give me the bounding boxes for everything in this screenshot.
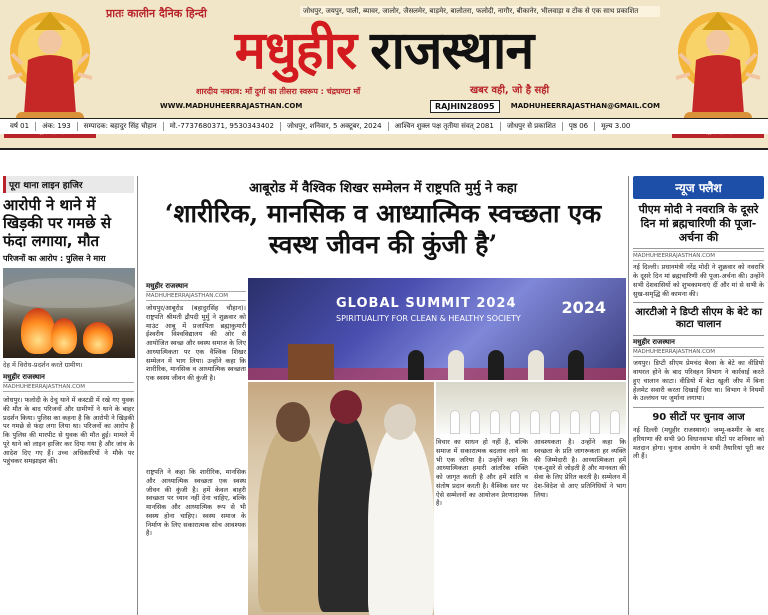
info-issue: अंक: 193 xyxy=(36,122,78,131)
info-pages: पृष्ठ 06 xyxy=(563,122,595,131)
registration-number: RAJHIN28095 xyxy=(430,100,500,113)
masthead-contact-row xyxy=(160,100,660,114)
left-article-body: जोधपुर। फलोदी के देचु थाने में कस्टडी में रखे गए युवक की मौत के बाद परिजनों और ग्रामीणों ने थाने के बाहर प्रदर्शन किया। पुलिस का कहना है कि आरोपी ने खिड़की पर गमछे से फंदा लगा लिया था। परिजनों का आरोप है कि पुलिस की मारपीट से युवक की मौत हुई। मामले में पूरे थाने को लाइन हाजिर कर दिया गया है और जांच के आदेश दिए गए हैं। उच्च अधिकारियों ने मौके पर पहुंचकर समझाइश की। xyxy=(3,396,134,466)
global-summit-photo xyxy=(248,278,626,380)
photo-caption: देह में विरोध-प्रदर्शन करते ग्रामीण। xyxy=(3,361,83,369)
byline-site: MADHUHEERRAJASTHAN.COM xyxy=(3,382,134,392)
byline-name: मधुहीर राजस्थान xyxy=(3,373,45,381)
main-headline[interactable]: ‘शारीरिक, मानसिक व आध्यात्मिक स्वच्छता एक स्वस्थ जीवन की कुंजी है’ xyxy=(164,199,602,260)
info-editor: सम्पादक: बहादुर सिंह चौहान xyxy=(78,122,164,131)
info-published: जोधपुर से प्रकाशित xyxy=(501,122,563,131)
main-article-col1 xyxy=(146,282,246,383)
left-headline[interactable]: आरोपी ने थाने में खिड़की पर गमछे से फंदा लगाया, मौत xyxy=(3,196,111,250)
email-link[interactable]: MADHUHEERRAJASTHAN@GMAIL.COM xyxy=(510,102,660,110)
election-headline[interactable]: 90 सीटों पर चुनाव आज xyxy=(652,412,745,424)
pm-modi-headline[interactable]: पीएम मोदी ने नवरात्रि के दूसरे दिन मां ब्रह्मचारिणी की पूजा-अर्चना की xyxy=(638,203,759,244)
masthead-subtitle: शारदीय नवरात्र: माँ दुर्गा का तीसरा स्वरूप : चंद्रघण्टा माँ xyxy=(196,87,361,96)
left-column xyxy=(0,176,138,615)
masthead-cities: जोधपुर, जयपुर, पाली, ब्यावर, जालोर, जैसलमेर, बाड़मेर, बालोतरा, फलोदी, नागौर, बीकानेर, भीलवाड़ा व टोंक से एक साथ प्रकाशित xyxy=(300,6,660,17)
audience-photo xyxy=(436,382,626,434)
title-part-red: मधुहीर xyxy=(234,20,357,81)
summit-banner-year: 2024 xyxy=(561,298,606,317)
rto-headline[interactable]: आरटीओ ने डिप्टी सीएम के बेटे का काटा चालान xyxy=(635,307,762,331)
info-year: वर्ष 01 xyxy=(4,122,36,131)
byline-name: मधुहीर राजस्थान xyxy=(146,282,188,290)
info-phone: मो.-7737680371, 9530343402 xyxy=(164,122,281,131)
summit-banner-sub: SPIRITUALITY FOR CLEAN & HEALTHY SOCIETY xyxy=(336,314,521,323)
info-hindu-date: आश्विन शुक्ल पक्ष तृतीया संवत् 2081 xyxy=(389,122,501,131)
newspaper-title xyxy=(108,22,660,80)
main-article-col3: विचार का साधन हो नहीं है, बल्कि समाज में सकारात्मक बदलाव लाने का भी एक जरिया है। उन्होंने कहा कि आध्यात्मिकता हमारी आंतरिक शक्ति को जागृत करती है और हमें शांति व संतोष प्रदान करती है। वैश्विक स्तर पर ऐसे सम्मेलनों का आयोजन प्रेरणादायक है। xyxy=(436,438,528,508)
left-subheadline: परिजनों का आरोप : पुलिस ने मारा xyxy=(3,254,106,263)
left-kicker: पूरा थाना लाइन हाजिर xyxy=(3,176,134,193)
main-kicker: आबूरोड में वैश्विक शिखर सम्मेलन में राष्ट्रपति मुर्मु ने कहा xyxy=(248,181,518,196)
info-date: जोधपुर, शनिवार, 5 अक्टूबर, 2024 xyxy=(281,122,389,131)
info-price: मूल्य 3.00 xyxy=(601,122,631,130)
left-byline xyxy=(3,373,134,392)
news-flash-badge: न्यूज फ्लैश xyxy=(633,176,764,199)
masthead-tagline: प्रातः कालीन दैनिक हिन्दी xyxy=(106,7,207,20)
main-article-col4: आवश्यकता है। उन्होंने कहा कि स्वच्छता के प्रति जागरूकता हर व्यक्ति की जिम्मेदारी है। आध्यात्मिकता हमें एक-दूसरे से जोड़ती है और मानवता की सेवा के लिए प्रेरित करती है। सम्मेलन में देश-विदेश से आए प्रतिनिधियों ने भाग लिया। xyxy=(534,438,626,499)
right-column xyxy=(628,176,768,615)
protest-fire-photo xyxy=(3,268,135,358)
election-body: नई दिल्ली (मधुहीर राजस्थान)। जम्मू-कश्मीर के बाद हरियाणा की सभी 90 विधानसभा सीटों पर शनिवार को मतदान होगा। चुनाव आयोग ने सभी तैयारियां पूरी कर ली हैं। xyxy=(633,426,764,461)
website-link[interactable]: WWW.MADHUHEERRAJASTHAN.COM xyxy=(160,102,303,110)
byline-site: MADHUHEERRAJASTHAN.COM xyxy=(146,291,246,301)
masthead xyxy=(0,0,768,150)
president-greeting-photo xyxy=(248,382,434,615)
byline-name: मधुहीर राजस्थान xyxy=(633,338,675,347)
rto-body: जयपुर। डिप्टी सीएम प्रेमचंद बैरवा के बेटे का वीडियो वायरल होने के बाद परिवहन विभाग ने कार्रवाई करते हुए चालान काटा। वीडियो में बेटा खुली जीप में बिना हेलमेट सवारी करता दिखाई दिया था। विभाग ने नियमों के उल्लंघन पर जुर्माना लगाया। xyxy=(633,359,764,403)
byline-site: MADHUHEERRAJASTHAN.COM xyxy=(633,347,764,357)
masthead-slogan: खबर वही, जो है सही xyxy=(470,85,550,96)
issue-info-bar xyxy=(0,118,768,134)
main-article-col2: राष्ट्रपति ने कहा कि शारीरिक, मानसिक और आध्यात्मिक स्वच्छता एक स्वस्थ जीवन की कुंजी है। हमें केवल बाहरी स्वच्छता पर ध्यान नहीं देना चाहिए, बल्कि मानसिक और आध्यात्मिक रूप से भी स्वस्थ होना चाहिए। स्वस्थ समाज के निर्माण के लिए सकारात्मक सोच आवश्यक है। xyxy=(146,468,246,538)
article-text: जोधपुर/आबूरोड (बहादुरसिंह चौहान)। राष्ट्रपति श्रीमती द्रौपदी मुर्मु ने शुक्रवार को माउंट आबू में प्रजापिता ब्रह्माकुमारी ईश्वरीय विश्वविद्यालय की ओर से आयोजित स्वच्छ और स्वस्थ समाज के लिए आध्यात्मिकता पर एक वैश्विक शिखर सम्मेलन में भाग लिया। उन्होंने कहा कि शारीरिक, मानसिक व आध्यात्मिक स्वच्छता एक स्वस्थ जीवन की कुंजी है। xyxy=(146,304,246,383)
center-main-story xyxy=(140,176,626,615)
title-part-black: राजस्थान xyxy=(370,20,534,81)
summit-banner-title: GLOBAL SUMMIT 2024 xyxy=(336,296,517,311)
byline-site: MADHUHEERRAJASTHAN.COM xyxy=(633,251,764,261)
pm-modi-body: नई दिल्ली। प्रधानमंत्री नरेंद्र मोदी ने शुक्रवार को नवरात्रि के दूसरे दिन मां ब्रह्मचारिणी की पूजा-अर्चना की। उन्होंने सभी देशवासियों को शुभकामनाएं दीं और मां से सभी के सुख-समृद्धि की कामना की। xyxy=(633,263,764,298)
